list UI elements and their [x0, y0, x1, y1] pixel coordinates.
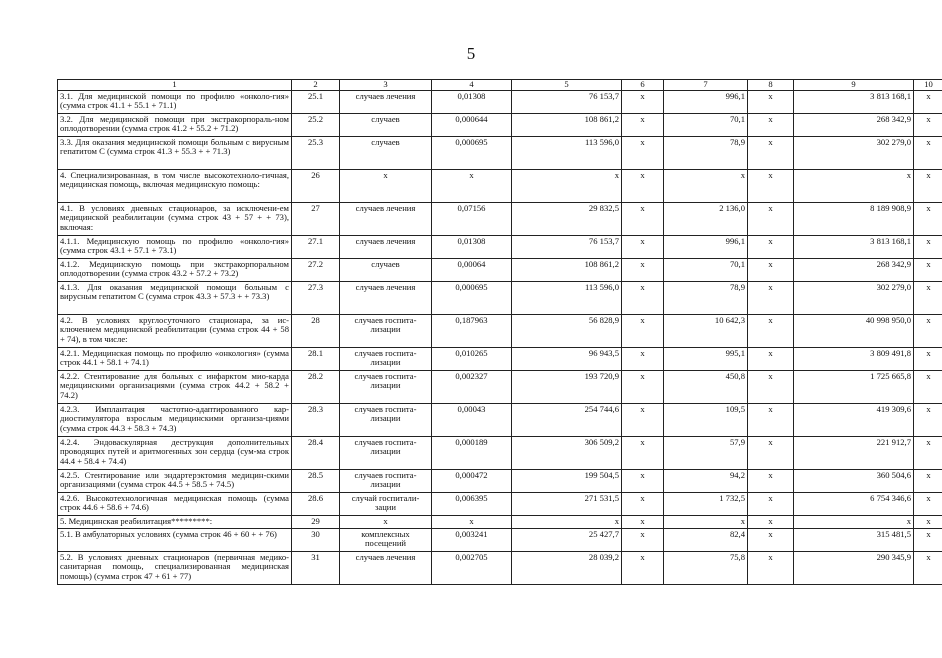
table-cell-col-2: 30 — [292, 528, 340, 551]
table-cell-col-2: 27.2 — [292, 258, 340, 281]
table-cell-col-8: х — [748, 469, 794, 492]
table-cell-col-4: 0,187963 — [432, 314, 512, 347]
header-cell-col-5: 5 — [512, 80, 622, 91]
table-cell-col-4: 0,002705 — [432, 551, 512, 584]
table-cell-col-3: случаев лечения — [340, 551, 432, 584]
table-cell-col-10: х — [914, 551, 942, 584]
table-cell-col-3: х — [340, 515, 432, 528]
table-cell-col-2: 28.2 — [292, 370, 340, 403]
table-cell-col-7: х — [664, 515, 748, 528]
table-cell-col-9: 419 309,6 — [794, 403, 914, 436]
table-cell-col-1: 4.1.1. Медицинскую помощь по профилю «онколо-гия» (сумма строк 43.1 + 57.1 + 73.1) — [58, 235, 292, 258]
table-row — [58, 551, 942, 584]
table-cell-col-9: 290 345,9 — [794, 551, 914, 584]
table-cell-col-8: х — [748, 403, 794, 436]
table-row — [58, 113, 942, 136]
table-cell-col-8: х — [748, 202, 794, 235]
table-cell-col-10: х — [914, 314, 942, 347]
table-cell-col-2: 28 — [292, 314, 340, 347]
table-cell-col-8: х — [748, 528, 794, 551]
table-cell-col-5: 193 720,9 — [512, 370, 622, 403]
table-cell-col-10: х — [914, 235, 942, 258]
header-cell-col-2: 2 — [292, 80, 340, 91]
table-cell-col-4: 0,000189 — [432, 436, 512, 469]
table-cell-col-2: 31 — [292, 551, 340, 584]
table-cell-col-6: х — [622, 515, 664, 528]
table-cell-col-10: х — [914, 436, 942, 469]
table-cell-col-7: 78,9 — [664, 136, 748, 169]
table-cell-col-6: х — [622, 202, 664, 235]
table-cell-col-9: 40 998 950,0 — [794, 314, 914, 347]
table-cell-col-4: х — [432, 515, 512, 528]
table-cell-col-9: 1 725 665,8 — [794, 370, 914, 403]
table-cell-col-8: х — [748, 136, 794, 169]
table-cell-col-2: 28.5 — [292, 469, 340, 492]
table-cell-col-8: х — [748, 436, 794, 469]
table-row — [58, 314, 942, 347]
data-table — [57, 79, 942, 585]
table-cell-col-9: 268 342,9 — [794, 113, 914, 136]
table-cell-col-5: 108 861,2 — [512, 258, 622, 281]
table-cell-col-5: 76 153,7 — [512, 90, 622, 113]
table-row — [58, 347, 942, 370]
table-cell-col-1: 4.2.2. Стентирование для больных с инфарктом мио-карда медицинскими организациями (сумма строк 44.2 + 58.2 + 74.2) — [58, 370, 292, 403]
table-cell-col-6: х — [622, 235, 664, 258]
table-cell-col-5: 271 531,5 — [512, 492, 622, 515]
table-row — [58, 469, 942, 492]
table-cell-col-8: х — [748, 347, 794, 370]
table-row — [58, 169, 942, 202]
table-cell-col-8: х — [748, 90, 794, 113]
table-cell-col-8: х — [748, 258, 794, 281]
header-cell-col-4: 4 — [432, 80, 512, 91]
table-cell-col-4: 0,000695 — [432, 136, 512, 169]
table-cell-col-8: х — [748, 314, 794, 347]
table-cell-col-5: 96 943,5 — [512, 347, 622, 370]
table-cell-col-4: 0,003241 — [432, 528, 512, 551]
table-cell-col-5: х — [512, 515, 622, 528]
table-cell-col-8: х — [748, 515, 794, 528]
table-cell-col-7: 2 136,0 — [664, 202, 748, 235]
table-cell-col-7: 995,1 — [664, 347, 748, 370]
table-cell-col-9: 302 279,0 — [794, 281, 914, 314]
table-cell-col-4: 0,000644 — [432, 113, 512, 136]
table-cell-col-1: 4.1. В условиях дневных стационаров, за исключени-ем медицинской реабилитации (сумма строк 43 + 57 + + 73), включая: — [58, 202, 292, 235]
table-cell-col-1: 5.2. В условиях дневных стационаров (первичная медико-санитарная помощь, специализированная медицинская помощь) (сумма строк 47 + 61 + 77) — [58, 551, 292, 584]
table-cell-col-6: х — [622, 492, 664, 515]
table-cell-col-2: 28.6 — [292, 492, 340, 515]
table-cell-col-5: 306 509,2 — [512, 436, 622, 469]
table-cell-col-8: х — [748, 169, 794, 202]
table-cell-col-5: х — [512, 169, 622, 202]
table-cell-col-5: 254 744,6 — [512, 403, 622, 436]
table-row — [58, 492, 942, 515]
header-cell-col-6: 6 — [622, 80, 664, 91]
table-cell-col-9: 268 342,9 — [794, 258, 914, 281]
table-cell-col-10: х — [914, 136, 942, 169]
table-cell-col-6: х — [622, 370, 664, 403]
table-cell-col-7: 70,1 — [664, 113, 748, 136]
table-cell-col-2: 28.1 — [292, 347, 340, 370]
table-cell-col-6: х — [622, 258, 664, 281]
table-cell-col-6: х — [622, 469, 664, 492]
table-cell-col-4: 0,00064 — [432, 258, 512, 281]
table-cell-col-7: 450,8 — [664, 370, 748, 403]
table-cell-col-5: 199 504,5 — [512, 469, 622, 492]
table-cell-col-7: 109,5 — [664, 403, 748, 436]
table-cell-col-10: х — [914, 347, 942, 370]
table-cell-col-8: х — [748, 113, 794, 136]
table-cell-col-5: 56 828,9 — [512, 314, 622, 347]
table-cell-col-10: х — [914, 492, 942, 515]
table-cell-col-4: х — [432, 169, 512, 202]
table-cell-col-7: 75,8 — [664, 551, 748, 584]
header-cell-col-8: 8 — [748, 80, 794, 91]
table-cell-col-10: х — [914, 90, 942, 113]
table-cell-col-7: 57,9 — [664, 436, 748, 469]
table-cell-col-8: х — [748, 370, 794, 403]
table-cell-col-1: 4.2.3. Имплантация частотно-адаптированного кар-диостимулятора взрослым медицинскими организа-циями (сумма строк 44.3 + 58.3 + 74.3) — [58, 403, 292, 436]
table-cell-col-6: х — [622, 90, 664, 113]
table-row — [58, 403, 942, 436]
table-cell-col-1: 4.1.3. Для оказания медицинской помощи больным с вирусным гепатитом С (сумма строк 43.3 + 57.3 + + 73.3) — [58, 281, 292, 314]
table-row — [58, 370, 942, 403]
table-cell-col-8: х — [748, 281, 794, 314]
table-cell-col-5: 29 832,5 — [512, 202, 622, 235]
table-cell-col-10: х — [914, 469, 942, 492]
table-row — [58, 515, 942, 528]
table-cell-col-10: х — [914, 169, 942, 202]
table-cell-col-2: 27.3 — [292, 281, 340, 314]
table-cell-col-10: х — [914, 202, 942, 235]
table-cell-col-3: случаев лечения — [340, 235, 432, 258]
table-cell-col-1: 3.1. Для медицинской помощи по профилю «онколо-гия» (сумма строк 41.1 + 55.1 + 71.1) — [58, 90, 292, 113]
table-cell-col-9: 3 809 491,8 — [794, 347, 914, 370]
table-cell-col-1: 5. Медицинская реабилитация*********: — [58, 515, 292, 528]
table-cell-col-2: 25.2 — [292, 113, 340, 136]
table-cell-col-8: х — [748, 492, 794, 515]
table-cell-col-7: 1 732,5 — [664, 492, 748, 515]
table-cell-col-7: 78,9 — [664, 281, 748, 314]
table-cell-col-6: х — [622, 281, 664, 314]
header-cell-col-1: 1 — [58, 80, 292, 91]
table-cell-col-1: 4.2. В условиях круглосуточного стационара, за ис-ключением медицинской реабилитации (сумма строк 44 + 58 + 74), в том числе: — [58, 314, 292, 347]
table-body — [58, 80, 942, 585]
table-cell-col-6: х — [622, 551, 664, 584]
table-cell-col-10: х — [914, 113, 942, 136]
header-cell-col-9: 9 — [794, 80, 914, 91]
table-cell-col-7: 94,2 — [664, 469, 748, 492]
table-cell-col-9: х — [794, 515, 914, 528]
table-cell-col-1: 4.2.4. Эндоваскулярная деструкция дополнительных проводящих путей и аритмогенных зон сердца (сум-ма строк 44.4 + 58.4 + 74.4) — [58, 436, 292, 469]
table-cell-col-5: 28 039,2 — [512, 551, 622, 584]
table-cell-col-8: х — [748, 235, 794, 258]
table-cell-col-1: 3.2. Для медицинской помощи при экстракорпораль-ном оплодотворении (сумма строк 41.2 + 55.2 + 71.2) — [58, 113, 292, 136]
table-row — [58, 436, 942, 469]
table-cell-col-4: 0,002327 — [432, 370, 512, 403]
table-cell-col-4: 0,01308 — [432, 90, 512, 113]
table-cell-col-6: х — [622, 113, 664, 136]
table-cell-col-8: х — [748, 551, 794, 584]
table-cell-col-4: 0,07156 — [432, 202, 512, 235]
table-cell-col-3: случаев лечения — [340, 202, 432, 235]
table-cell-col-1: 4. Специализированная, в том числе высокотехноло-гичная, медицинская помощь, включая медицинскую помощь: — [58, 169, 292, 202]
table-cell-col-1: 4.2.6. Высокотехнологичная медицинская помощь (сумма строк 44.6 + 58.6 + 74.6) — [58, 492, 292, 515]
table-cell-col-5: 113 596,0 — [512, 136, 622, 169]
table-cell-col-4: 0,00043 — [432, 403, 512, 436]
table-cell-col-3: случаев лечения — [340, 90, 432, 113]
table-cell-col-4: 0,000695 — [432, 281, 512, 314]
table-cell-col-4: 0,010265 — [432, 347, 512, 370]
table-cell-col-4: 0,01308 — [432, 235, 512, 258]
table-cell-col-9: 6 754 346,6 — [794, 492, 914, 515]
table-row — [58, 202, 942, 235]
table-cell-col-5: 113 596,0 — [512, 281, 622, 314]
table-cell-col-3: случаев госпита-лизации — [340, 347, 432, 370]
table-cell-col-1: 5.1. В амбулаторных условиях (сумма строк 46 + 60 + + 76) — [58, 528, 292, 551]
table-cell-col-9: 360 504,6 — [794, 469, 914, 492]
table-row — [58, 235, 942, 258]
table-cell-col-10: х — [914, 515, 942, 528]
table-cell-col-2: 29 — [292, 515, 340, 528]
table-cell-col-9: х — [794, 169, 914, 202]
table-cell-col-2: 25.1 — [292, 90, 340, 113]
table-cell-col-6: х — [622, 436, 664, 469]
table-cell-col-9: 8 189 908,9 — [794, 202, 914, 235]
table-cell-col-3: случаев лечения — [340, 281, 432, 314]
table-cell-col-1: 4.2.1. Медицинская помощь по профилю «онкология» (сумма строк 44.1 + 58.1 + 74.1) — [58, 347, 292, 370]
table-cell-col-3: случаев госпита-лизации — [340, 403, 432, 436]
header-cell-col-7: 7 — [664, 80, 748, 91]
table-cell-col-6: х — [622, 136, 664, 169]
header-cell-col-3: 3 — [340, 80, 432, 91]
table-row — [58, 281, 942, 314]
table-cell-col-10: х — [914, 528, 942, 551]
header-cell-col-10: 10 — [914, 80, 942, 91]
table-cell-col-2: 28.4 — [292, 436, 340, 469]
table-cell-col-3: случаев госпита-лизации — [340, 436, 432, 469]
table-cell-col-9: 221 912,7 — [794, 436, 914, 469]
table-cell-col-3: случаев — [340, 136, 432, 169]
table-cell-col-3: х — [340, 169, 432, 202]
table-cell-col-3: случаев — [340, 258, 432, 281]
table-cell-col-6: х — [622, 314, 664, 347]
table-cell-col-7: 70,1 — [664, 258, 748, 281]
table-row — [58, 90, 942, 113]
table-cell-col-2: 27 — [292, 202, 340, 235]
page-number: 5 — [466, 44, 476, 63]
table-cell-col-5: 108 861,2 — [512, 113, 622, 136]
table-cell-col-9: 3 813 168,1 — [794, 90, 914, 113]
table-cell-col-6: х — [622, 169, 664, 202]
table-row — [58, 136, 942, 169]
table-cell-col-3: случаев госпита-лизации — [340, 469, 432, 492]
table-cell-col-3: случаев госпита-лизации — [340, 314, 432, 347]
table-cell-col-5: 76 153,7 — [512, 235, 622, 258]
table-cell-col-4: 0,000472 — [432, 469, 512, 492]
table-cell-col-10: х — [914, 370, 942, 403]
table-cell-col-1: 3.3. Для оказания медицинской помощи больным с вирусным гепатитом С (сумма строк 41.3 + 55.3 + + 71.3) — [58, 136, 292, 169]
table-cell-col-2: 28.3 — [292, 403, 340, 436]
table-cell-col-4: 0,006395 — [432, 492, 512, 515]
table-cell-col-9: 315 481,5 — [794, 528, 914, 551]
table-header-row — [58, 80, 942, 91]
table-row — [58, 258, 942, 281]
table-cell-col-3: случаев госпита-лизации — [340, 370, 432, 403]
table-cell-col-7: х — [664, 169, 748, 202]
table-cell-col-2: 27.1 — [292, 235, 340, 258]
table-cell-col-6: х — [622, 347, 664, 370]
table-cell-col-2: 26 — [292, 169, 340, 202]
table-cell-col-1: 4.2.5. Стентирование или эндартерэктомия медицин-скими организациями (сумма строк 44.5 + 58.5 + 74.5) — [58, 469, 292, 492]
table-cell-col-1: 4.1.2. Медицинскую помощь при экстракорпоральном оплодотворении (сумма строк 43.2 + 57.2 + 73.2) — [58, 258, 292, 281]
table-row — [58, 528, 942, 551]
table-cell-col-2: 25.3 — [292, 136, 340, 169]
table-cell-col-6: х — [622, 403, 664, 436]
table-cell-col-10: х — [914, 403, 942, 436]
table-cell-col-7: 82,4 — [664, 528, 748, 551]
table-cell-col-7: 996,1 — [664, 90, 748, 113]
table-cell-col-3: комплексных посещений — [340, 528, 432, 551]
table-cell-col-7: 996,1 — [664, 235, 748, 258]
table-cell-col-10: х — [914, 281, 942, 314]
table-cell-col-7: 10 642,3 — [664, 314, 748, 347]
table-cell-col-9: 3 813 168,1 — [794, 235, 914, 258]
table-cell-col-5: 25 427,7 — [512, 528, 622, 551]
table-cell-col-10: х — [914, 258, 942, 281]
table-cell-col-3: случаев — [340, 113, 432, 136]
table-cell-col-9: 302 279,0 — [794, 136, 914, 169]
table-cell-col-6: х — [622, 528, 664, 551]
table-cell-col-3: случай госпитали-зации — [340, 492, 432, 515]
